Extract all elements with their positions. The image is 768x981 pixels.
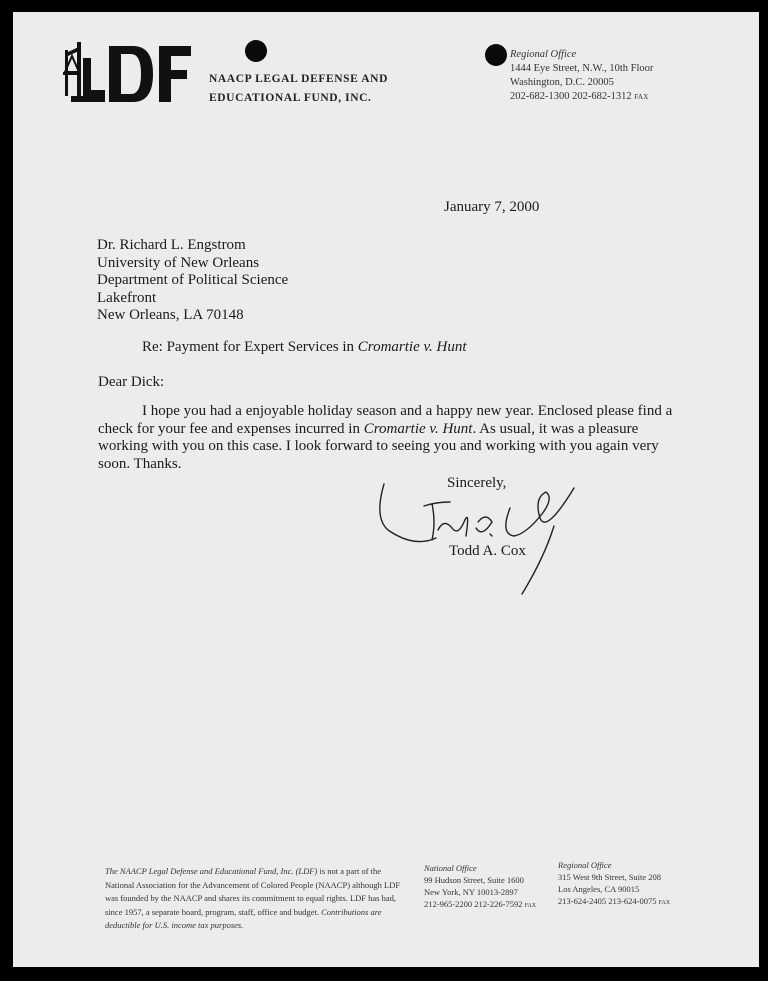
- office-phone-numbers: 213-624-2405 213-624-0075: [558, 896, 657, 906]
- body-text-part2: . As usual, it was a pleasure working with you on this case. I look forward to seeing you and working with you again very soon. Thanks.: [98, 420, 659, 472]
- hole-punch-mark: [245, 40, 267, 62]
- subject-prefix: Re: Payment for Expert Services in: [142, 339, 358, 355]
- regional-office-la: [558, 859, 670, 909]
- recipient-line: New Orleans, LA 70148: [97, 307, 244, 323]
- office-address-line2: New York, NY 10013-2897: [424, 887, 518, 897]
- body-paragraph: [98, 403, 676, 473]
- salutation: Dear Dick:: [98, 374, 165, 390]
- hole-punch-mark: [485, 44, 507, 66]
- office-phone: [510, 90, 653, 104]
- office-title: National Office: [424, 863, 477, 873]
- office-address-line2: Washington, D.C. 20005: [510, 77, 614, 88]
- national-office: [424, 862, 536, 912]
- office-phone: [558, 895, 670, 909]
- office-address-line1: 99 Hudson Street, Suite 1600: [424, 875, 524, 885]
- org-name-line2: EDUCATIONAL FUND, INC.: [209, 92, 372, 104]
- footer-disclaimer-text: is not a part of the National Association for the Advancement of Colored People (NAACP) although LDF was founded by the NAACP and shares its commitment to equal rights. LDF has had, since 1957, a separate board, program, staff, office and budget.: [105, 866, 401, 917]
- recipient-line: University of New Orleans: [97, 254, 260, 271]
- organization-name: [209, 70, 388, 108]
- office-title: Regional Office: [558, 860, 612, 870]
- recipient-address: [97, 237, 288, 325]
- recipient-line: Lakefront: [97, 289, 157, 306]
- footer-org-name: The NAACP Legal Defense and Educational Fund, Inc. (LDF): [105, 866, 318, 876]
- regional-office-dc: [510, 48, 653, 104]
- office-address-line1: 1444 Eye Street, N.W., 10th Floor: [510, 63, 654, 74]
- ldf-logo: [63, 42, 193, 104]
- fax-label: FAX: [634, 93, 649, 101]
- office-title: Regional Office: [510, 49, 577, 60]
- closing: Sincerely,: [447, 475, 507, 491]
- footer-disclaimer: [105, 865, 410, 933]
- fax-label: FAX: [524, 903, 537, 909]
- fax-label: FAX: [658, 900, 671, 906]
- footer-tax-note: Contributions are deductible for U.S. income tax purposes.: [105, 906, 382, 930]
- recipient-line: Dr. Richard L. Engstrom: [97, 237, 246, 253]
- body-text-part1: I hope you had a enjoyable holiday season and a happy new year. Enclosed please find a check for your fee and expenses incurred in: [98, 403, 673, 437]
- office-phone-numbers: 212-965-2200 212-226-7592: [424, 899, 523, 909]
- office-phone-numbers: 202-682-1300 202-682-1312: [510, 91, 632, 102]
- body-case-name: Cromartie v. Hunt: [363, 420, 473, 437]
- signer-name: Todd A. Cox: [449, 543, 526, 559]
- org-name-line1: NAACP LEGAL DEFENSE AND: [209, 73, 388, 85]
- office-phone: [424, 898, 536, 912]
- handwritten-signature: [374, 478, 584, 596]
- office-address-line1: 315 West 9th Street, Suite 208: [558, 872, 662, 882]
- office-address-line2: Los Angeles, CA 90015: [558, 884, 640, 894]
- letter-date: January 7, 2000: [444, 199, 540, 215]
- subject-case-name: Cromartie v. Hunt: [357, 339, 467, 355]
- subject-line: [142, 339, 467, 356]
- recipient-line: Department of Political Science: [97, 272, 289, 288]
